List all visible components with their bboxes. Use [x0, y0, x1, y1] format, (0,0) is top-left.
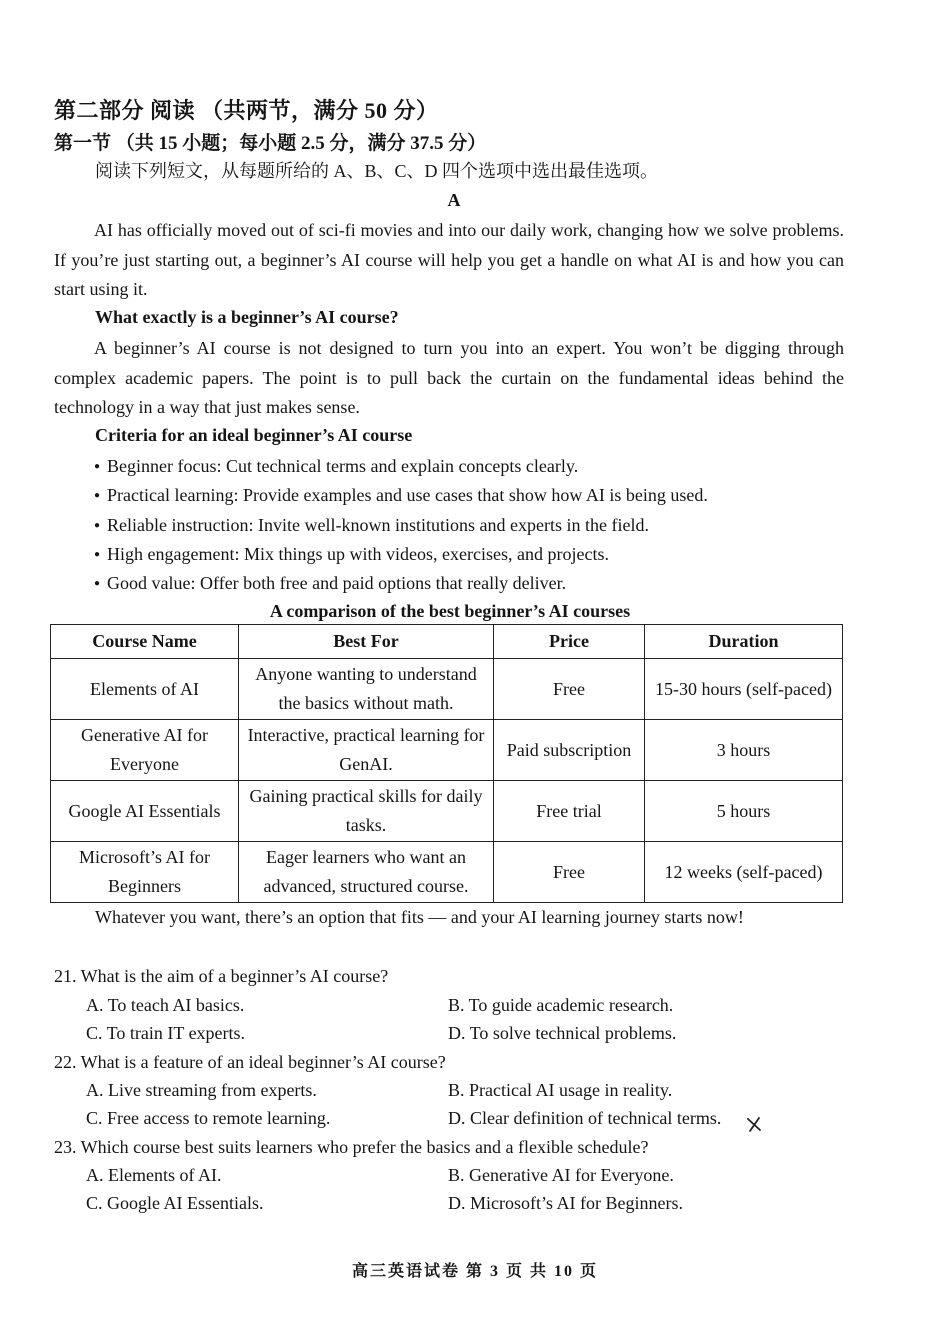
definition-text: A beginner’s AI course is not designed to turn you into an expert. You won’t be digging through complex academic papers. The point is to pull back the curtain on the fundamental ideas behind the technology in a way that just makes sense.: [54, 338, 844, 417]
cell-price: Free: [494, 659, 645, 720]
question-21-option-c[interactable]: C. To train IT experts.: [86, 1023, 246, 1043]
cell-course-name: Elements of AI: [51, 659, 239, 720]
criteria-list: [94, 452, 708, 598]
question-22-option-b[interactable]: B. Practical AI usage in reality.: [448, 1080, 673, 1100]
question-21-option-b[interactable]: B. To guide academic research.: [448, 995, 674, 1015]
criteria-item: ● Reliable instruction: Invite well-known institutions and experts in the field.: [94, 511, 708, 540]
heading-criteria: Criteria for an ideal beginner’s AI course: [95, 425, 413, 445]
table-row: [51, 842, 843, 903]
cell-best-for: Gaining practical skills for daily tasks.: [239, 781, 494, 842]
table-header-row: [51, 625, 843, 659]
question-23-option-c[interactable]: C. Google AI Essentials.: [86, 1193, 264, 1213]
question-23-option-b[interactable]: B. Generative AI for Everyone.: [448, 1165, 674, 1185]
page-footer: 高三英语试卷 第 3 页 共 10 页: [351, 1263, 598, 1280]
cell-duration: 15-30 hours (self-paced): [645, 659, 843, 720]
course-comparison-table: [50, 624, 843, 903]
table-caption: A comparison of the best beginner’s AI courses: [269, 601, 631, 621]
definition-paragraph: [54, 334, 844, 423]
cell-duration: 12 weeks (self-paced): [645, 842, 843, 903]
question-23-option-a[interactable]: A. Elements of AI.: [86, 1165, 222, 1185]
table-row: [51, 720, 843, 781]
header-course-name: Course Name: [51, 625, 239, 659]
question-21-stem: 21. What is the aim of a beginner’s AI course?: [54, 966, 389, 986]
closing-sentence: Whatever you want, there’s an option that fits — and your AI learning journey starts now!: [95, 907, 744, 927]
intro-text: AI has officially moved out of sci-fi movies and into our daily work, changing how we solve problems. If you’re just starting out, a beginner’s AI course will help you get a handle on what AI is and how you can start using it.: [54, 220, 844, 299]
header-best-for: Best For: [239, 625, 494, 659]
cell-price: Free: [494, 842, 645, 903]
question-22-option-a[interactable]: A. Live streaming from experts.: [86, 1080, 317, 1100]
cell-course-name: Google AI Essentials: [51, 781, 239, 842]
criteria-item: ● Practical learning: Provide examples and use cases that show how AI is being used.: [94, 481, 708, 510]
criteria-item: ● Good value: Offer both free and paid options that really deliver.: [94, 569, 708, 598]
table-row: [51, 781, 843, 842]
table-row: [51, 659, 843, 720]
question-22-option-d[interactable]: D. Clear definition of technical terms.: [448, 1108, 722, 1128]
question-21-option-d[interactable]: D. To solve technical problems.: [448, 1023, 677, 1043]
intro-paragraph: [54, 216, 844, 305]
cell-duration: 3 hours: [645, 720, 843, 781]
cell-price: Paid subscription: [494, 720, 645, 781]
cell-best-for: Anyone wanting to understand the basics without math.: [239, 659, 494, 720]
cell-best-for: Interactive, practical learning for GenAI.: [239, 720, 494, 781]
cell-duration: 5 hours: [645, 781, 843, 842]
section-title: 第一节 （共 15 小题；每小题 2.5 分，满分 37.5 分）: [54, 133, 487, 154]
question-23-option-d[interactable]: D. Microsoft’s AI for Beginners.: [448, 1193, 683, 1213]
instructions: 阅读下列短文，从每题所给的 A、B、C、D 四个选项中选出最佳选项。: [95, 161, 659, 181]
cell-course-name: Generative AI for Everyone: [51, 720, 239, 781]
question-22-option-c[interactable]: C. Free access to remote learning.: [86, 1108, 331, 1128]
question-21-option-a[interactable]: A. To teach AI basics.: [86, 995, 245, 1015]
question-23-stem: 23. Which course best suits learners who prefer the basics and a flexible schedule?: [54, 1137, 649, 1157]
cell-course-name: Microsoft’s AI for Beginners: [51, 842, 239, 903]
part-title: 第二部分 阅读 （共两节，满分 50 分）: [54, 98, 439, 123]
criteria-item: ● Beginner focus: Cut technical terms and explain concepts clearly.: [94, 452, 708, 481]
criteria-item: ● High engagement: Mix things up with videos, exercises, and projects.: [94, 540, 708, 569]
header-price: Price: [494, 625, 645, 659]
cross-mark-icon: [746, 1116, 762, 1132]
cell-best-for: Eager learners who want an advanced, structured course.: [239, 842, 494, 903]
header-duration: Duration: [645, 625, 843, 659]
cell-price: Free trial: [494, 781, 645, 842]
passage-label: A: [447, 190, 461, 210]
question-22-stem: 22. What is a feature of an ideal beginner’s AI course?: [54, 1052, 446, 1072]
heading-what-is: What exactly is a beginner’s AI course?: [95, 307, 399, 327]
